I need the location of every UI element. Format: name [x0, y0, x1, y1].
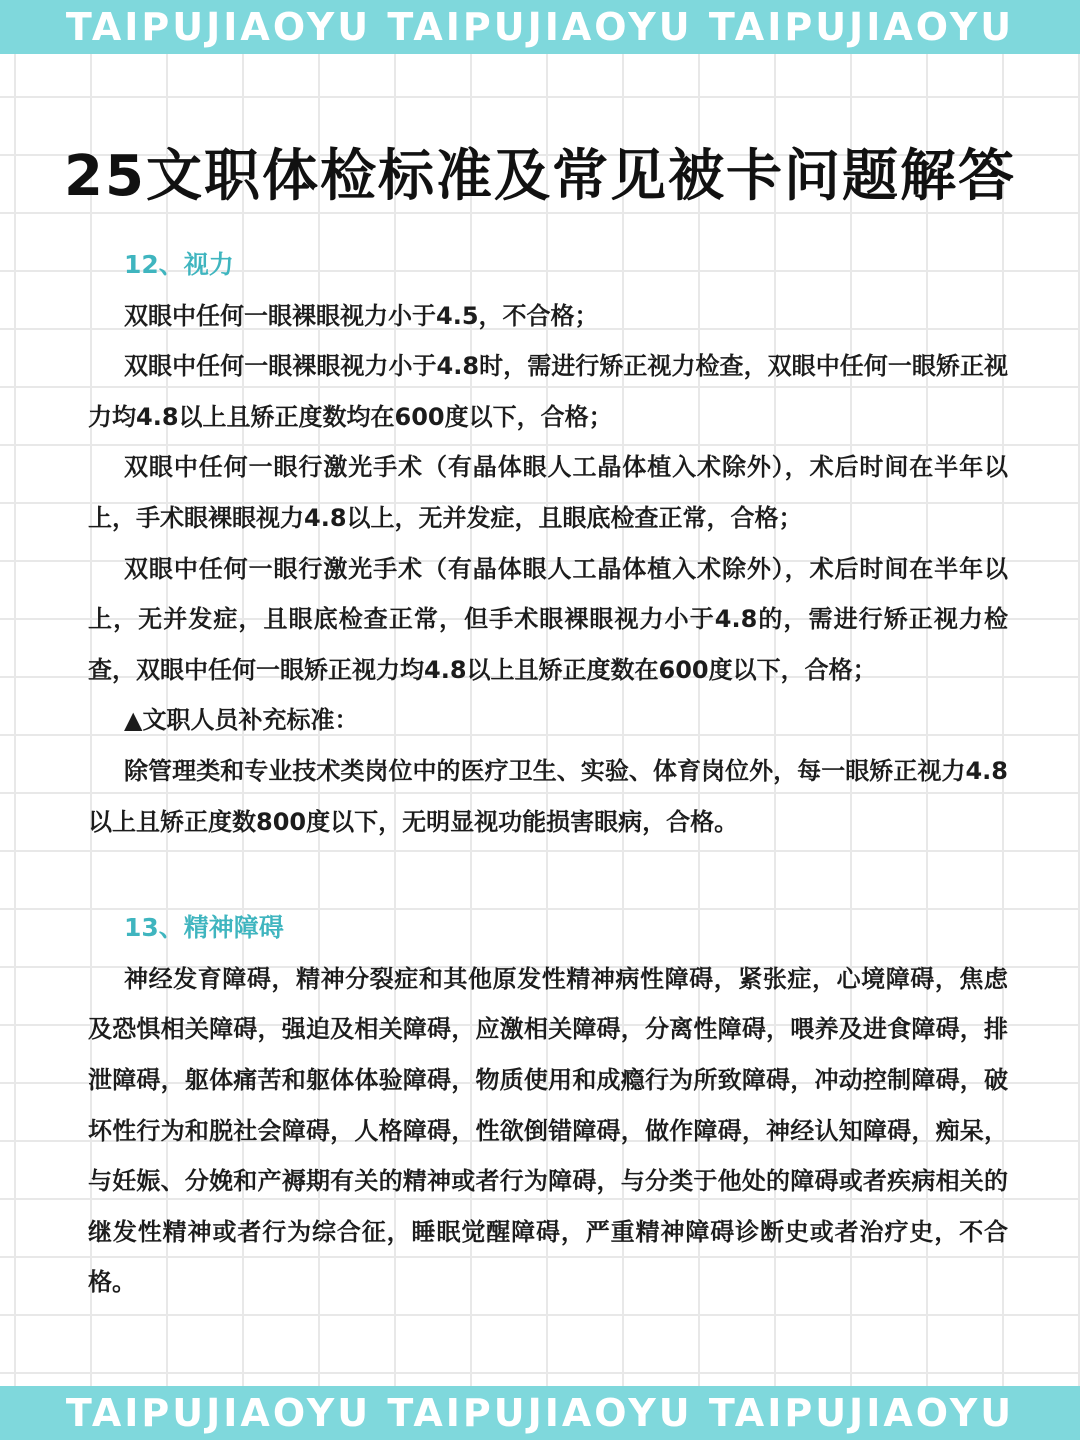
- supplement-label: ▲文职人员补充标准：: [124, 706, 359, 735]
- section-divider-space: [88, 847, 1008, 903]
- bottom-watermark-banner: TAIPUJIAOYU TAIPUJIAOYU TAIPUJIAOYU: [0, 1386, 1080, 1440]
- supplement-paragraph: 除管理类和专业技术类岗位中的医疗卫生、实验、体育岗位外，每一眼矫正视力4.8以上且矫正度数800度以下，无明显视功能损害眼病，合格。: [88, 756, 1008, 836]
- paragraph: 双眼中任何一眼裸眼视力小于4.5，不合格；: [124, 301, 599, 330]
- section-vision: [88, 240, 1008, 847]
- section-mental-disorders: [88, 903, 1008, 1308]
- section-heading: 13、精神障碍: [124, 913, 284, 943]
- top-watermark-banner: TAIPUJIAOYU TAIPUJIAOYU TAIPUJIAOYU: [0, 0, 1080, 54]
- section-heading: 12、视力: [124, 250, 234, 279]
- paragraph: 双眼中任何一眼行激光手术（有晶体眼人工晶体植入术除外），术后时间在半年以上，手术眼裸眼视力4.8以上，无并发症，且眼底检查正常，合格；: [88, 453, 1008, 532]
- page-title: 25文职体检标准及常见被卡问题解答: [64, 144, 1016, 209]
- article-body: [88, 240, 1008, 1308]
- paragraph: 双眼中任何一眼裸眼视力小于4.8时，需进行矫正视力检查，双眼中任何一眼矫正视力均4.8以上且矫正度数均在600度以下，合格；: [88, 352, 1008, 431]
- paragraph: 神经发育障碍，精神分裂症和其他原发性精神病性障碍，紧张症，心境障碍，焦虑及恐惧相关障碍，强迫及相关障碍，应激相关障碍，分离性障碍，喂养及进食障碍，排泄障碍，躯体痛苦和躯体体验障碍，物质使用和成瘾行为所致障碍，冲动控制障碍，破坏性行为和脱社会障碍，人格障碍，性欲倒错障碍，做作障碍，神经认知障碍，痴呆，与妊娠、分娩和产褥期有关的精神或者行为障碍，与分类于他处的障碍或者疾病相关的继发性精神或者行为综合征，睡眠觉醒障碍，严重精神障碍诊断史或者治疗史，不合格。: [88, 964, 1008, 1297]
- paragraph: 双眼中任何一眼行激光手术（有晶体眼人工晶体植入术除外），术后时间在半年以上，无并发症，且眼底检查正常，但手术眼裸眼视力小于4.8的，需进行矫正视力检查，双眼中任何一眼矫正视力均4.8以上且矫正度数在600度以下，合格；: [88, 554, 1008, 684]
